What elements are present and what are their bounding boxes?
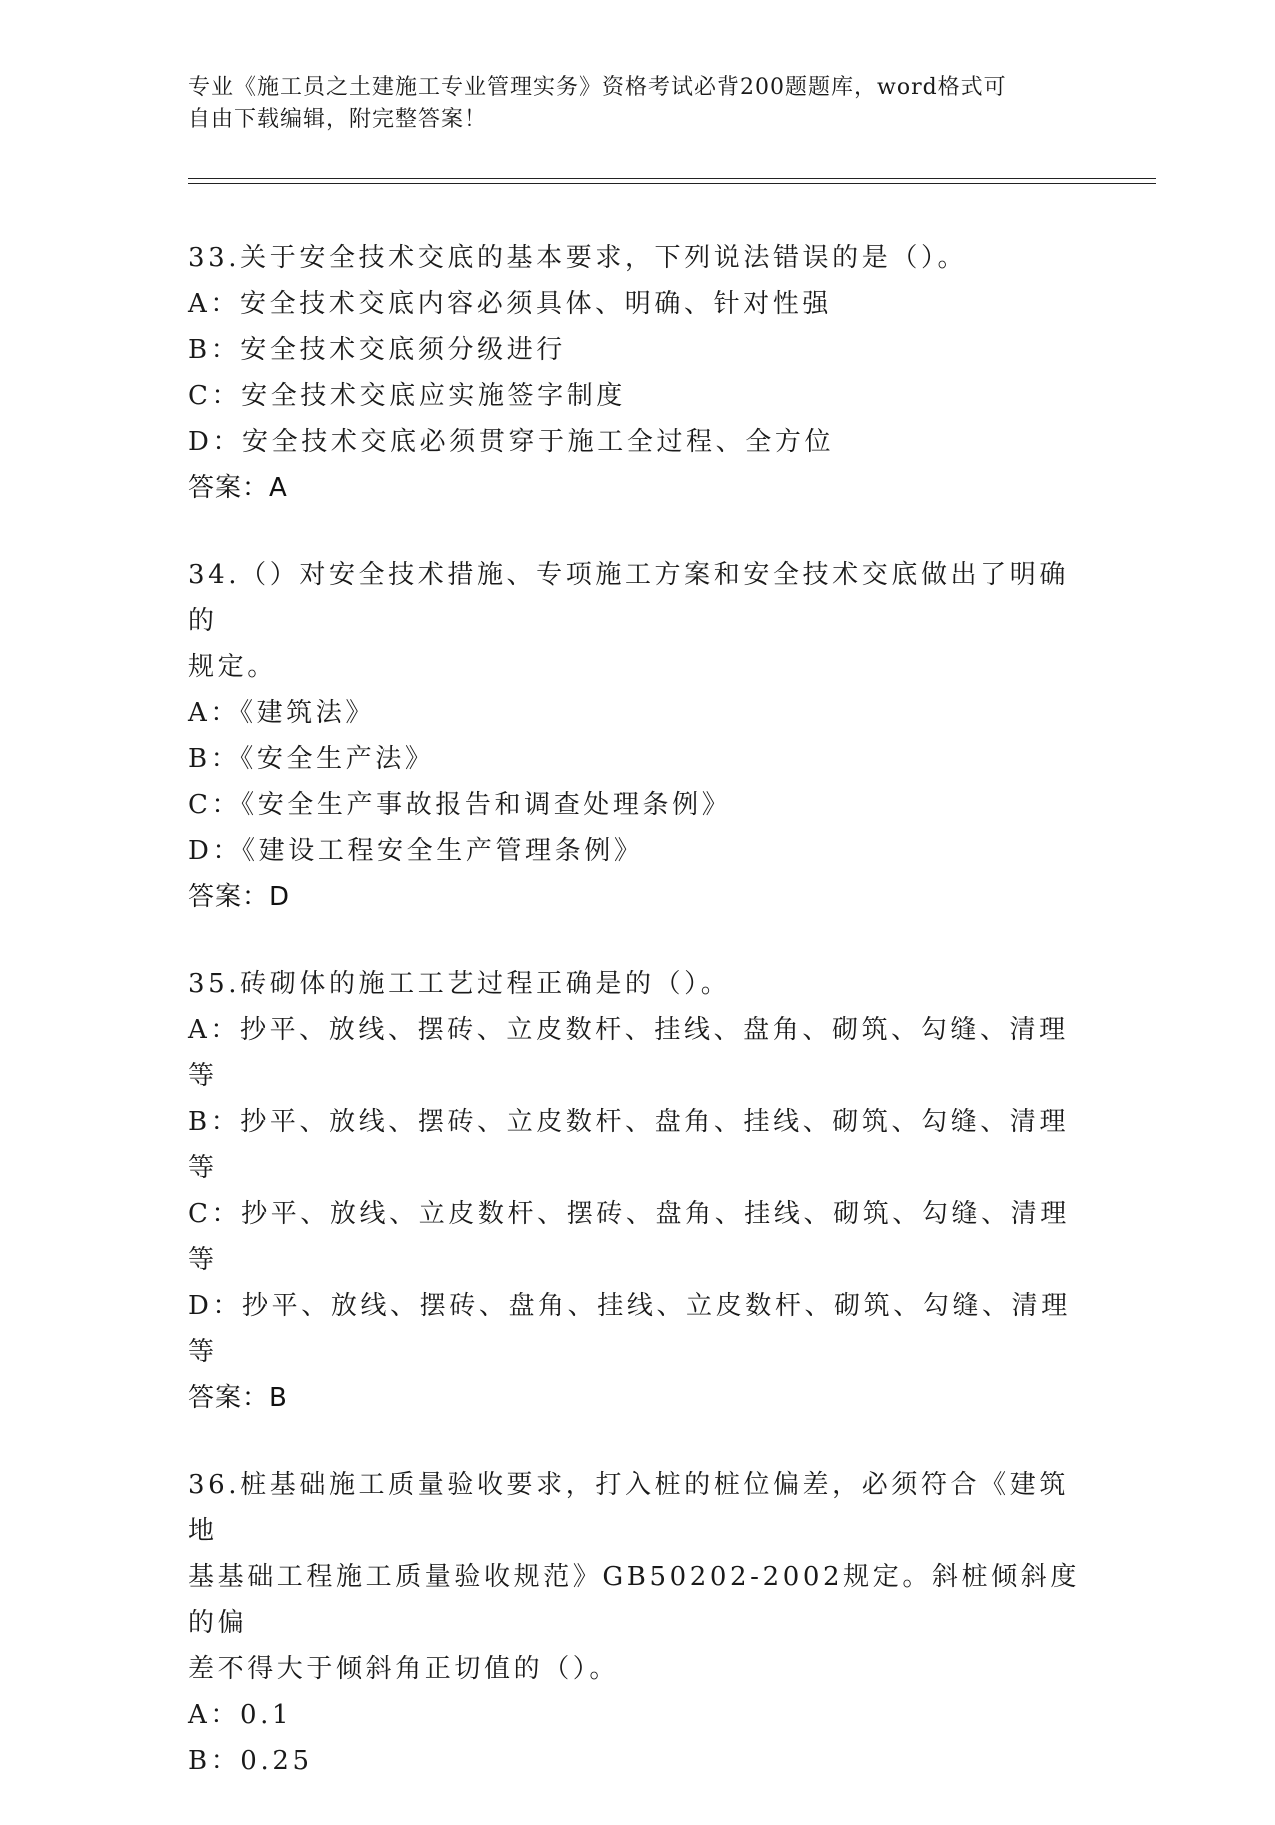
question-stem-continued: 基基础工程施工质量验收规范》GB50202-2002规定。斜桩倾斜度的偏: [188, 1562, 1080, 1638]
question-stem-continued: 规定。: [188, 652, 277, 682]
header-line-1: 专业《施工员之土建施工专业管理实务》资格考试必背200题题库，word格式可: [188, 75, 1007, 100]
question-34: [188, 552, 1088, 920]
header-divider: [188, 178, 1156, 184]
option-b: B：0.25: [188, 1746, 313, 1776]
option-d: D：安全技术交底必须贯穿于施工全过程、全方位: [188, 427, 835, 457]
header-line-2: 自由下载编辑，附完整答案！: [188, 107, 488, 132]
option-a: A：0.1: [188, 1700, 293, 1730]
question-stem-continued: 差不得大于倾斜角正切值的（）。: [188, 1654, 620, 1684]
option-a: A：安全技术交底内容必须具体、明确、针对性强: [188, 289, 832, 319]
answer-line: 答案：D: [188, 882, 291, 912]
document-header: [188, 72, 1068, 136]
option-d: D：抄平、放线、摆砖、盘角、挂线、立皮数杆、砌筑、勾缝、清理等: [188, 1291, 1071, 1367]
question-36: [188, 1462, 1088, 1784]
option-a: A：抄平、放线、摆砖、立皮数杆、挂线、盘角、砌筑、勾缝、清理等: [188, 1015, 1069, 1091]
question-stem: 34.（）对安全技术措施、专项施工方案和安全技术交底做出了明确的: [188, 560, 1069, 636]
question-list: [188, 235, 1088, 1825]
option-c: C：抄平、放线、立皮数杆、摆砖、盘角、挂线、砌筑、勾缝、清理等: [188, 1199, 1070, 1275]
option-b: B：《安全生产法》: [188, 744, 435, 774]
question-stem: 35.砖砌体的施工工艺过程正确是的（）。: [188, 969, 731, 999]
option-b: B：安全技术交底须分级进行: [188, 335, 566, 365]
option-c: C：安全技术交底应实施签字制度: [188, 381, 626, 411]
option-c: C：《安全生产事故报告和调查处理条例》: [188, 790, 732, 820]
option-d: D：《建设工程安全生产管理条例》: [188, 836, 644, 866]
option-a: A：《建筑法》: [188, 698, 375, 728]
question-stem: 36.桩基础施工质量验收要求，打入桩的桩位偏差，必须符合《建筑地: [188, 1470, 1069, 1546]
question-35: [188, 961, 1088, 1421]
question-stem: 33.关于安全技术交底的基本要求，下列说法错误的是（）。: [188, 243, 968, 273]
answer-line: 答案：B: [188, 1383, 288, 1413]
option-b: B：抄平、放线、摆砖、立皮数杆、盘角、挂线、砌筑、勾缝、清理等: [188, 1107, 1070, 1183]
question-33: [188, 235, 1088, 511]
answer-line: 答案：A: [188, 473, 288, 503]
